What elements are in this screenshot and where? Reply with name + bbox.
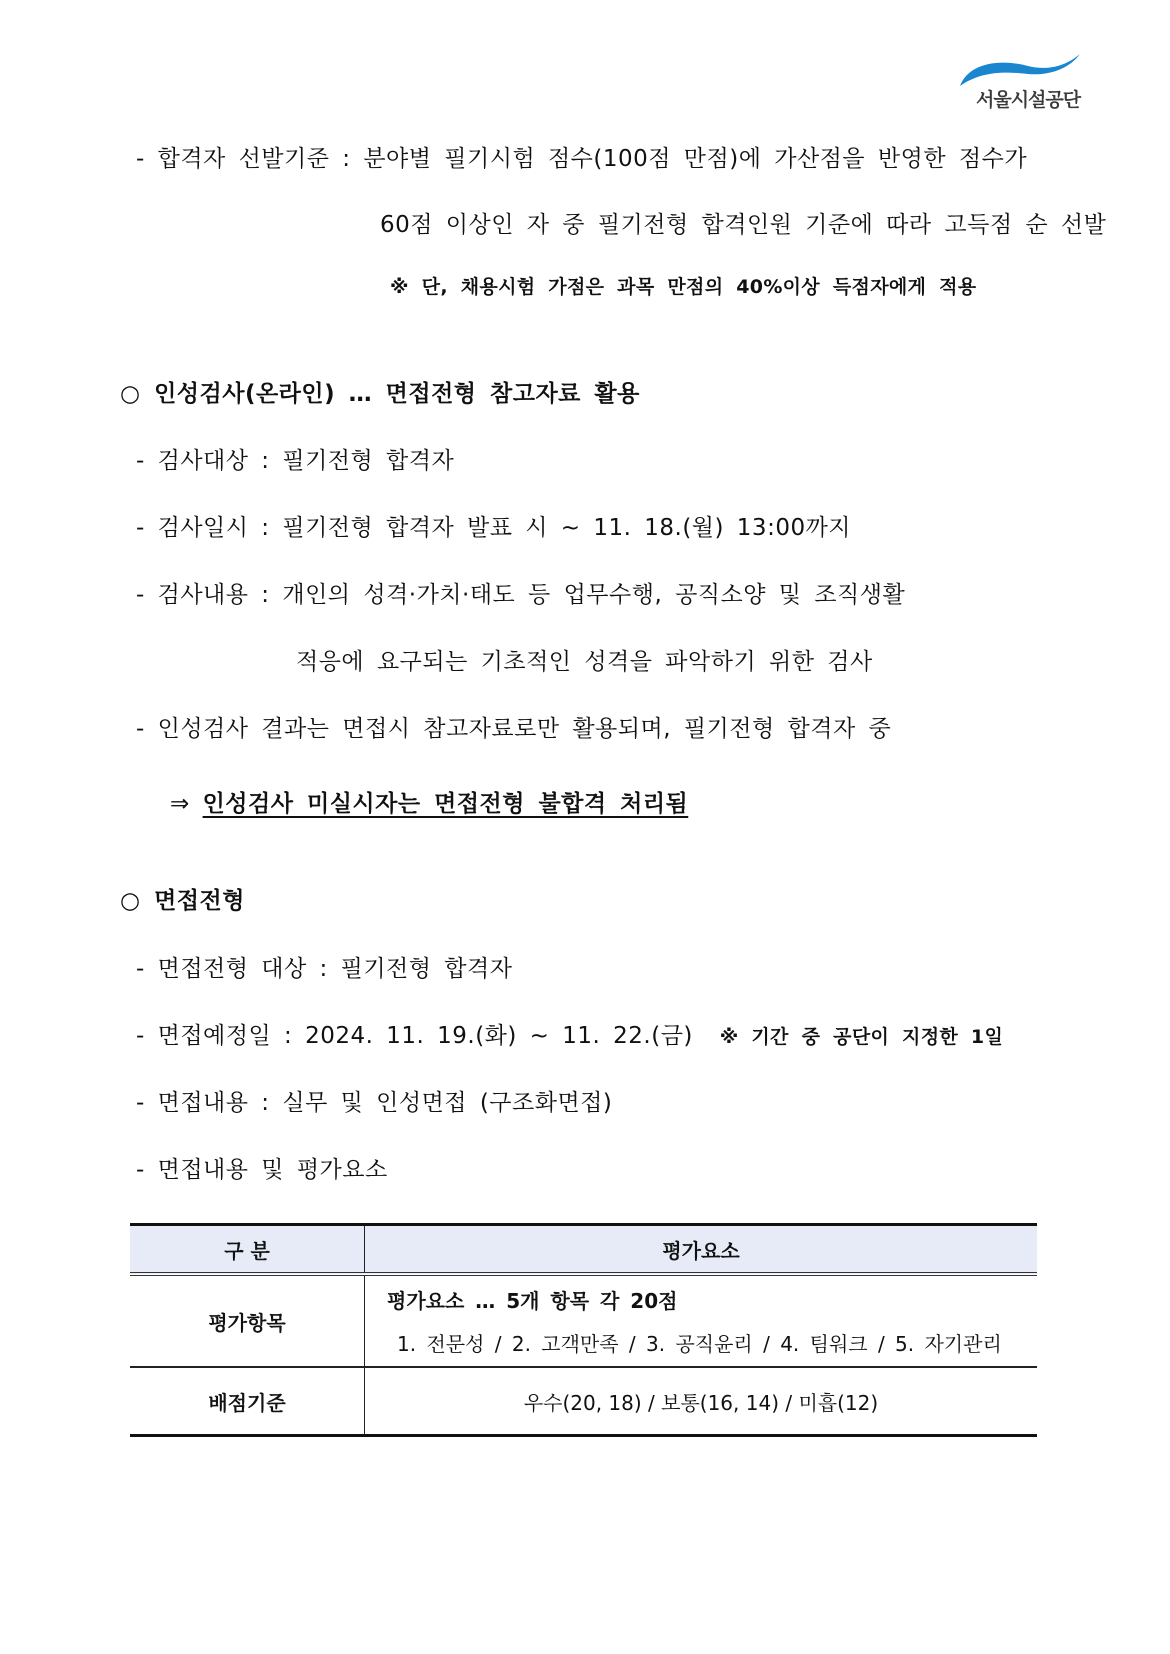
selection-criteria-line1: - 합격자 선발기준 : 분야별 필기시험 점수(100점 만점)에 가산점을 반영한 점수가	[136, 146, 1028, 172]
evaluation-items-cell	[365, 1274, 1038, 1367]
interview-date	[136, 1017, 1003, 1050]
personality-test-warning	[170, 785, 688, 818]
table-row	[130, 1274, 1037, 1367]
arrow-icon: ⇒	[170, 791, 190, 817]
table-header-row	[130, 1225, 1037, 1275]
personality-test-warning-text: 인성검사 미실시자는 면접전형 불합격 처리됨	[202, 791, 689, 817]
evaluation-items-list: 1. 전문성 / 2. 고객만족 / 3. 공직윤리 / 4. 팀워크 / 5. 자기관리	[397, 1332, 1002, 1356]
interview-heading: ○ 면접전형	[120, 888, 245, 914]
table-header-category: 구 분	[130, 1225, 365, 1275]
row-head-evaluation-items: 평가항목	[130, 1274, 365, 1367]
selection-criteria-note: ※ 단, 채용시험 가점은 과목 만점의 40%이상 득점자에게 적용	[390, 276, 977, 298]
seoul-facilities-logo	[958, 52, 1083, 114]
interview-date-note: ※ 기간 중 공단이 지정한 1일	[719, 1026, 1004, 1048]
scoring-criteria-cell: 우수(20, 18) / 보통(16, 14) / 미흡(12)	[365, 1367, 1038, 1436]
logo-text: 서울시설공단	[976, 89, 1081, 111]
selection-criteria-line2: 60점 이상인 자 중 필기전형 합격인원 기준에 따라 고득점 순 선발	[380, 212, 1107, 238]
interview-date-range: - 면접예정일 : 2024. 11. 19.(화) ~ 11. 22.(금)	[136, 1023, 693, 1049]
interview-table-intro: - 면접내용 및 평가요소	[136, 1157, 388, 1183]
row-head-scoring-criteria: 배점기준	[130, 1367, 365, 1436]
table-header-elements: 평가요소	[365, 1225, 1038, 1275]
personality-test-content-line2: 적응에 요구되는 기초적인 성격을 파악하기 위한 검사	[296, 649, 873, 675]
evaluation-items-summary: 평가요소 … 5개 항목 각 20점	[387, 1289, 678, 1313]
personality-test-content-line1: - 검사내용 : 개인의 성격·가치·태도 등 업무수행, 공직소양 및 조직생활	[136, 582, 906, 608]
personality-test-heading: ○ 인성검사(온라인) … 면접전형 참고자료 활용	[120, 381, 640, 407]
personality-test-datetime: - 검사일시 : 필기전형 합격자 발표 시 ~ 11. 18.(월) 13:00까지	[136, 515, 852, 541]
evaluation-table	[130, 1223, 1037, 1437]
personality-test-result-note: - 인성검사 결과는 면접시 참고자료로만 활용되며, 필기전형 합격자 중	[136, 716, 892, 742]
personality-test-target: - 검사대상 : 필기전형 합격자	[136, 448, 455, 474]
interview-content: - 면접내용 : 실무 및 인성면접 (구조화면접)	[136, 1090, 613, 1116]
table-row	[130, 1367, 1037, 1436]
interview-target: - 면접전형 대상 : 필기전형 합격자	[136, 956, 513, 982]
